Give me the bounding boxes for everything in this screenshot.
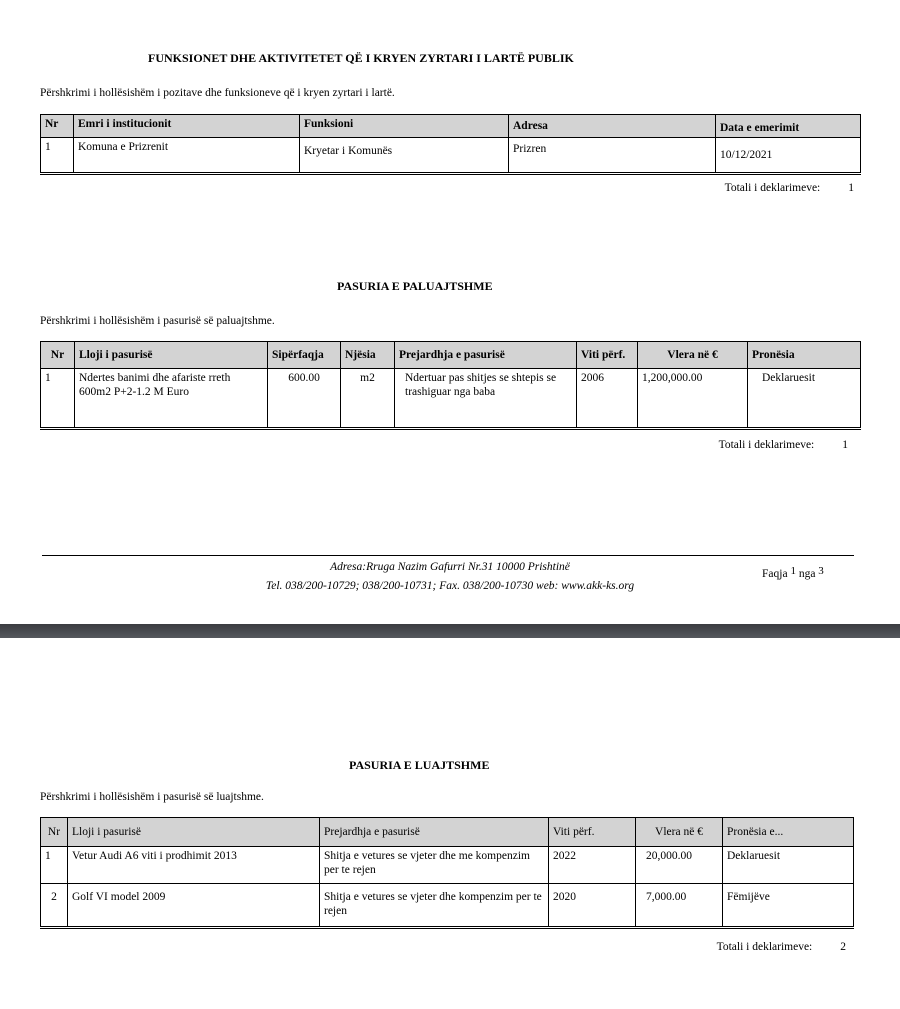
cell-appointment-date: 10/12/2021 (716, 138, 861, 174)
header-year: Viti përf. (549, 818, 636, 847)
real-estate-table (40, 341, 861, 430)
table-header-row (41, 115, 861, 138)
header-property-type: Lloji i pasurisë (68, 818, 320, 847)
table-row (41, 847, 854, 884)
movable-property-table (40, 817, 854, 929)
table-row (41, 884, 854, 928)
total-label: Totali i deklarimeve: (724, 182, 821, 194)
section-title-real-estate: PASURIA E PALUAJTSHME (337, 279, 493, 293)
cell-origin: Ndertuar pas shitjes se shtepis se trashiguar nga baba (395, 369, 577, 429)
header-year: Viti përf. (577, 342, 638, 369)
table-row (41, 138, 861, 174)
cell-function: Kryetar i Komunës (300, 138, 509, 174)
cell-ownership: Deklaruesit (723, 847, 854, 884)
total-value: 2 (840, 941, 846, 953)
header-institution: Emri i institucionit (74, 115, 300, 138)
cell-property-type: Vetur Audi A6 viti i prodhimit 2013 (68, 847, 320, 884)
section-title-movable-property: PASURIA E LUAJTSHME (349, 758, 490, 772)
table-header-row (41, 818, 854, 847)
page-label: Faqja (762, 568, 788, 580)
header-value: Vlera në € (638, 342, 748, 369)
header-nr: Nr (41, 818, 68, 847)
cell-unit: m2 (341, 369, 395, 429)
total-value: 1 (848, 182, 854, 194)
cell-year: 2020 (549, 884, 636, 928)
table-row (41, 369, 861, 429)
page-of: nga (798, 568, 816, 580)
footer-contacts: Tel. 038/200-10729; 038/200-10731; Fax. 038/200-10730 web: www.akk-ks.org (265, 580, 635, 592)
page-current: 1 (790, 565, 796, 577)
header-property-type: Lloji i pasurisë (75, 342, 268, 369)
cell-ownership: Deklaruesit (748, 369, 861, 429)
cell-institution: Komuna e Prizrenit (74, 138, 300, 174)
header-origin: Prejardhja e pasurisë (395, 342, 577, 369)
cell-value: 7,000.00 (636, 884, 723, 928)
cell-address: Prizren (509, 138, 716, 174)
total-value: 1 (842, 439, 848, 451)
cell-value: 20,000.00 (636, 847, 723, 884)
cell-nr: 2 (41, 884, 68, 928)
header-appointment-date: Data e emerimit (716, 115, 861, 138)
cell-nr: 1 (41, 369, 75, 429)
section-description-real-estate: Përshkrimi i hollësishëm i pasurisë së paluajtshme. (40, 315, 275, 327)
header-nr: Nr (41, 342, 75, 369)
section-description-movable-property: Përshkrimi i hollësishëm i pasurisë së luajtshme. (40, 791, 264, 803)
page-number (762, 565, 824, 580)
header-address: Adresa (509, 115, 716, 138)
footer-divider (42, 555, 854, 556)
cell-year: 2006 (577, 369, 638, 429)
cell-property-type: Golf VI model 2009 (68, 884, 320, 928)
page-total: 3 (818, 565, 824, 577)
cell-property-type: Ndertes banimi dhe afariste rreth 600m2 P+2-1.2 M Euro (75, 369, 268, 429)
header-ownership: Pronësia e... (723, 818, 854, 847)
header-value: Vlera në € (636, 818, 723, 847)
total-declarations-movable-property (717, 941, 846, 953)
page-separator (0, 624, 900, 638)
section-description-functions: Përshkrimi i hollësishëm i pozitave dhe funksioneve që i kryen zyrtari i lartë. (40, 87, 395, 99)
header-nr: Nr (41, 115, 74, 138)
header-origin: Prejardhja e pasurisë (320, 818, 549, 847)
cell-origin: Shitja e vetures se vjeter dhe me kompenzim per te rejen (320, 847, 549, 884)
header-ownership: Pronësia (748, 342, 861, 369)
header-unit: Njësia (341, 342, 395, 369)
total-label: Totali i deklarimeve: (718, 439, 815, 451)
cell-nr: 1 (41, 847, 68, 884)
total-declarations-real-estate (719, 439, 848, 451)
functions-table (40, 114, 861, 175)
section-title-functions: FUNKSIONET DHE AKTIVITETET QË I KRYEN ZYRTARI I LARTË PUBLIK (148, 51, 574, 65)
cell-area: 600.00 (268, 369, 341, 429)
cell-origin: Shitja e vetures se vjeter dhe kompenzim per te rejen (320, 884, 549, 928)
total-declarations-functions (725, 182, 854, 194)
document-page-2 (0, 638, 900, 1009)
cell-ownership: Fëmijëve (723, 884, 854, 928)
header-area: Sipërfaqja (268, 342, 341, 369)
total-label: Totali i deklarimeve: (716, 941, 813, 953)
cell-year: 2022 (549, 847, 636, 884)
cell-value: 1,200,000.00 (638, 369, 748, 429)
footer-address: Adresa:Rruga Nazim Gafurri Nr.31 10000 Prishtinë (330, 561, 570, 573)
table-header-row (41, 342, 861, 369)
header-function: Funksioni (300, 115, 509, 138)
cell-nr: 1 (41, 138, 74, 174)
